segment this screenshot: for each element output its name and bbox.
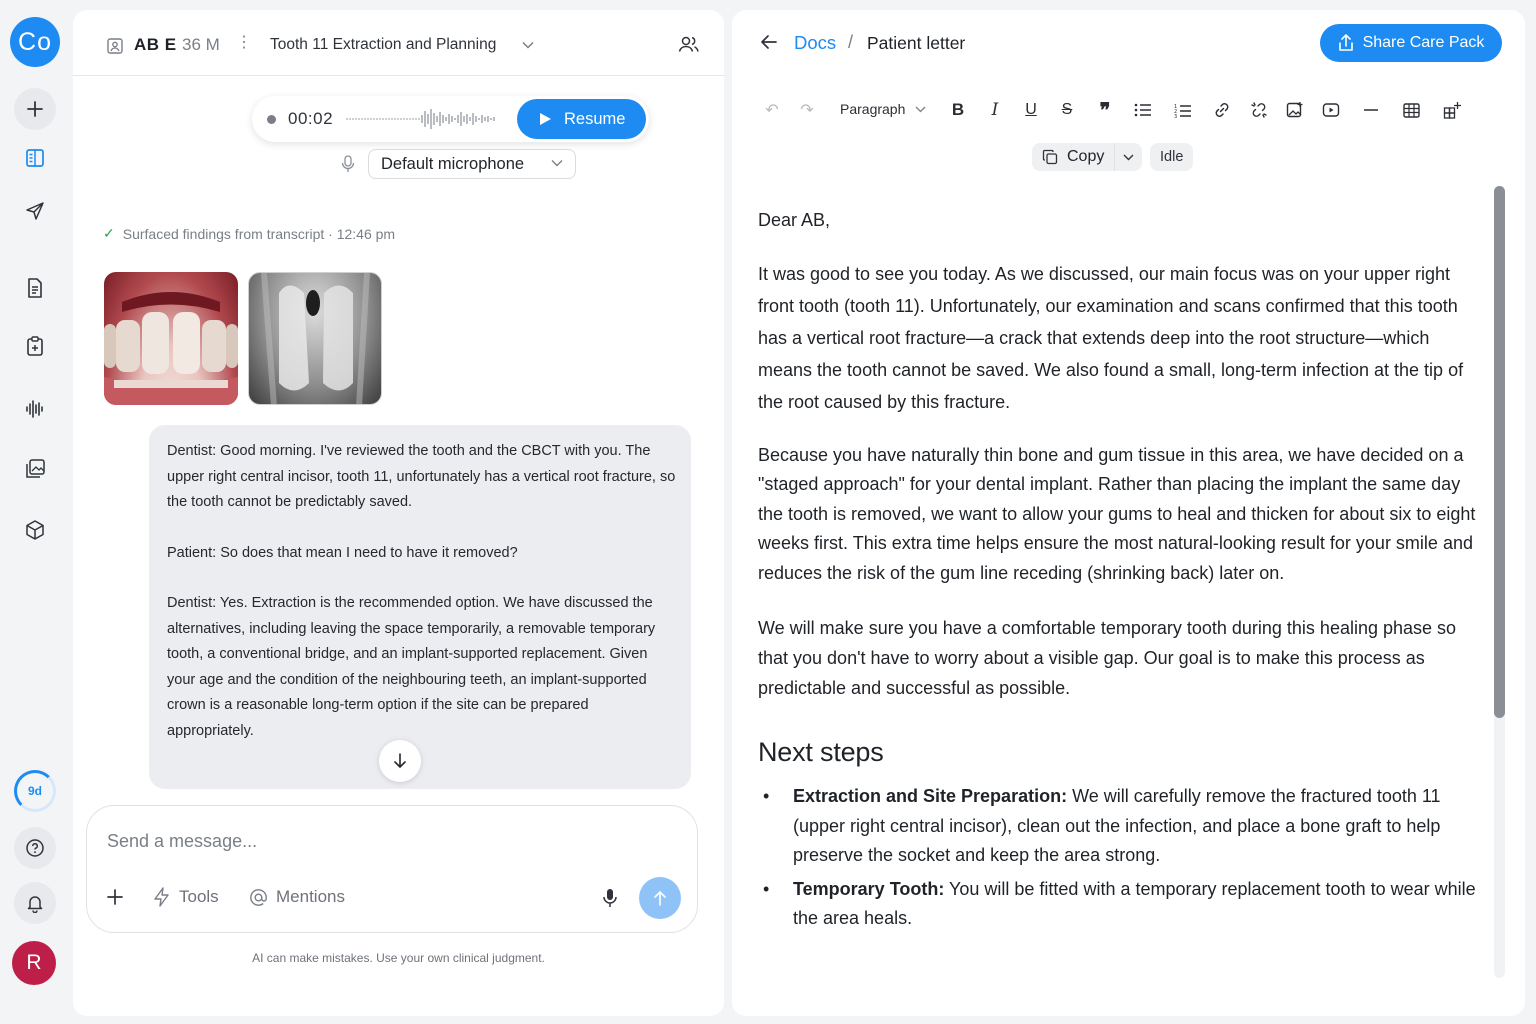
participants-icon[interactable] [678, 35, 700, 53]
icon-rail [0, 0, 70, 1024]
audio-waveform [346, 106, 506, 132]
share-label: Share Care Pack [1362, 34, 1485, 51]
letter-greeting: Dear AB, [758, 210, 831, 230]
chevron-down-icon [551, 159, 563, 167]
letter-paragraph: We will make sure you have a comfortable temporary tooth during this healing phase so that you don't have to worry about a visible gap. Our goal is to make this process as predictable and successful as possible. [758, 618, 1457, 699]
cube-icon [24, 519, 46, 541]
patient-card-icon [106, 37, 124, 55]
copy-label: Copy [1067, 148, 1105, 165]
svg-text:1: 1 [1174, 103, 1178, 110]
days-remaining-badge[interactable]: 9d [14, 770, 56, 812]
microphone-icon[interactable] [602, 888, 618, 908]
editor-toolbar [732, 96, 1525, 124]
microphone-select-value: Default microphone [381, 155, 525, 173]
patient-letter-body[interactable] [758, 204, 1482, 938]
share-upload-icon [1338, 34, 1354, 52]
arrow-up-icon [653, 890, 667, 906]
add-block-icon[interactable] [1440, 98, 1464, 122]
breadcrumb-separator: / [848, 32, 854, 52]
share-care-pack-button[interactable] [1320, 24, 1502, 62]
chevron-down-icon [1123, 154, 1134, 161]
strikethrough-icon[interactable]: S [1061, 101, 1073, 118]
bell-icon [25, 893, 45, 913]
attach-plus-icon[interactable] [106, 888, 124, 906]
document-scrollbar[interactable] [1494, 186, 1505, 978]
chevron-down-icon [915, 106, 926, 113]
patient-name[interactable]: AB E [134, 35, 177, 54]
link-icon[interactable] [1210, 98, 1234, 122]
svg-text:3: 3 [1174, 113, 1178, 118]
ai-disclaimer: AI can make mistakes. Use your own clinical judgment. [252, 951, 545, 965]
images-nav-button[interactable] [14, 448, 56, 490]
documents-nav-button[interactable] [14, 267, 56, 309]
insert-image-icon[interactable] [1283, 98, 1307, 122]
tools-button[interactable] [153, 887, 219, 907]
bullet-list-icon[interactable] [1131, 98, 1155, 122]
unlink-icon[interactable] [1247, 98, 1271, 122]
underline-icon[interactable]: U [1025, 101, 1037, 118]
docs-panel-icon [24, 147, 46, 169]
horizontal-rule-icon[interactable] [1359, 98, 1383, 122]
3d-models-nav-button[interactable] [14, 509, 56, 551]
resume-button[interactable] [517, 99, 646, 139]
step-text: We will carefully remove the fractured tooth 11 (upper right central incisor), clean out the infection, and place a bone graft to help preserve the socket and keep the area strong. [793, 786, 1441, 866]
help-icon [25, 838, 45, 858]
message-composer [86, 805, 698, 933]
recording-timer: 00:02 [288, 109, 334, 128]
undo-icon[interactable]: ↶ [765, 102, 779, 119]
tools-label: Tools [179, 887, 219, 906]
transcript-line: Patient: So does that mean I need to have it removed? [167, 544, 518, 561]
back-arrow-icon[interactable] [760, 34, 778, 50]
plus-icon [25, 99, 45, 119]
transcript-line: Dentist: Yes. Extraction is the recommended option. We have discussed the alternatives, including leaving the space temporarily, a removable temporary tooth, a conventional bridge, and an implant-supported replacement. Given your age and the condition of the neighbouring teeth, an implant-supported crown is a reasonable long-term option if the site can be prepared appropriately. [167, 595, 656, 739]
app-logo[interactable]: Co [10, 17, 60, 67]
redo-icon[interactable]: ↷ [800, 102, 814, 119]
clinical-photo-thumbnail[interactable] [104, 272, 238, 405]
next-steps-heading: Next steps [758, 737, 884, 768]
message-input[interactable] [107, 826, 667, 856]
new-session-button[interactable] [14, 88, 56, 130]
teeth-photo-illustration [104, 272, 238, 405]
letter-paragraph: It was good to see you today. As we discussed, our main focus was on your upper right front tooth (tooth 11). Unfortunately, our examination and scans confirmed that this tooth has a vertical root fracture—a crack that extends deep into the root structure—which means the tooth cannot be saved. We also found a small, long-term infection at the tip of the root caused by this fracture. [758, 264, 1464, 412]
document-panel [732, 10, 1525, 1016]
lightning-icon [153, 887, 171, 907]
audio-nav-button[interactable] [14, 388, 56, 430]
image-gallery-icon [24, 458, 46, 480]
play-icon [539, 112, 552, 126]
help-button[interactable] [14, 827, 56, 869]
blockquote-icon[interactable]: ❞ [1099, 99, 1111, 122]
svg-text:2: 2 [1174, 108, 1178, 115]
block-type-value: Paragraph [840, 101, 906, 117]
kebab-menu-icon[interactable]: ⋮ [236, 34, 252, 51]
list-item [793, 875, 1482, 934]
docs-panel-button[interactable] [14, 137, 56, 179]
findings-status [103, 225, 395, 242]
step-text: You will be fitted with a temporary replacement tooth to wear while the area heals. [793, 878, 1476, 929]
notifications-button[interactable] [14, 882, 56, 924]
chat-header [73, 10, 724, 76]
scroll-to-bottom-button[interactable] [379, 740, 421, 782]
letter-paragraph: Because you have naturally thin bone and gum tissue in this area, we have decided on a "staged approach" for your dental implant. Rather than placing the implant the same day the tooth is removed, we want to allow your gums to heal and thicken for about six to eight weeks first. This extra time helps ensure the most natural-looking result for your smile and reduces the risk of the gum line receding (shrinking back) later on. [758, 445, 1476, 583]
clipboard-plus-icon [24, 335, 46, 357]
insert-video-icon[interactable] [1319, 98, 1343, 122]
step-title: Extraction and Site Preparation: [793, 786, 1068, 807]
breadcrumb-current: Patient letter [867, 33, 966, 53]
document-scrollbar-thumb[interactable] [1494, 186, 1505, 718]
breadcrumb-docs-link[interactable]: Docs [794, 32, 837, 53]
recording-indicator [267, 115, 276, 124]
list-item [793, 782, 1482, 871]
xray-illustration [249, 273, 382, 405]
microphone-select[interactable] [368, 149, 576, 179]
copy-options-dropdown[interactable] [1114, 143, 1142, 171]
copy-split-button [1032, 143, 1142, 171]
next-steps-list [758, 782, 1482, 934]
send-icon [24, 200, 46, 222]
recording-control [252, 96, 649, 142]
editor-status-badge: Idle [1150, 143, 1193, 171]
transcript-card [149, 425, 691, 789]
cbct-xray-thumbnail[interactable] [248, 272, 382, 405]
italic-icon[interactable]: I [991, 100, 999, 120]
at-sign-icon [249, 888, 268, 907]
findings-status-text: Surfaced findings from transcript · 12:46 pm [122, 225, 396, 242]
copy-icon [1042, 149, 1058, 165]
resume-label: Resume [564, 109, 626, 128]
copy-button[interactable] [1032, 143, 1114, 171]
document-icon [24, 277, 46, 299]
send-button[interactable] [639, 877, 681, 919]
chevron-down-icon[interactable] [522, 41, 534, 49]
insert-table-icon[interactable] [1399, 98, 1423, 122]
send-nav-button[interactable] [14, 190, 56, 232]
block-type-select[interactable] [840, 101, 926, 117]
bold-icon[interactable]: B [951, 100, 965, 119]
mentions-button[interactable] [249, 887, 345, 907]
session-title[interactable]: Tooth 11 Extraction and Planning [270, 36, 497, 53]
clipboard-nav-button[interactable] [14, 325, 56, 367]
numbered-list-icon[interactable] [1171, 98, 1195, 122]
waveform-icon [24, 398, 46, 420]
step-title: Temporary Tooth: [793, 878, 945, 899]
patient-age: 36 M [182, 35, 220, 54]
chat-panel [73, 10, 724, 1016]
user-avatar[interactable]: R [12, 941, 56, 985]
arrow-down-icon [393, 753, 407, 769]
microphone-icon [341, 155, 355, 173]
check-icon: ✓ [103, 225, 115, 241]
mentions-label: Mentions [276, 887, 345, 906]
transcript-line: Dentist: Good morning. I've reviewed the tooth and the CBCT with you. The upper right central incisor, tooth 11, unfortunately has a vertical root fracture, so the tooth cannot be predictably saved. [167, 443, 676, 510]
